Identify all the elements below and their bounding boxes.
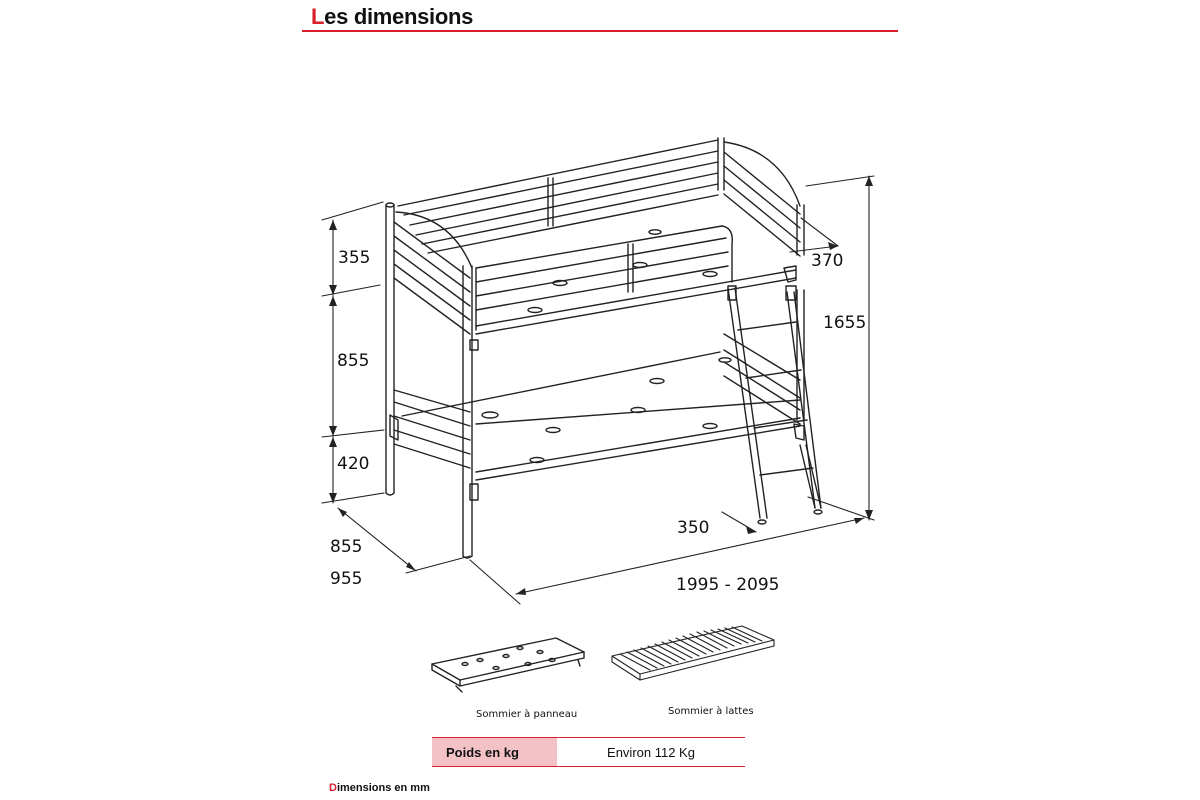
panel-base-illustration: [432, 638, 584, 692]
dim-width-b: 955: [330, 569, 363, 589]
weight-label: Poids en kg: [432, 738, 557, 766]
units-note: Dimensions en mm: [329, 782, 430, 794]
title-first-letter: L: [311, 4, 325, 29]
upper-front-guard: [476, 226, 732, 330]
weight-table: [432, 737, 745, 767]
bed-posts: [386, 138, 821, 558]
dim-ladder-depth: 350: [677, 518, 710, 538]
slatted-base-illustration: [612, 626, 774, 680]
dim-upper-guard-height: 355: [338, 248, 371, 268]
dim-width-a: 855: [330, 537, 363, 557]
dimension-arrows: [329, 176, 873, 595]
title-rest: es dimensions: [324, 4, 474, 29]
panel-base-caption: Sommier à panneau: [476, 709, 578, 720]
dim-lower-bed-height: 420: [337, 454, 370, 474]
dim-total-height: 1655: [823, 313, 867, 333]
dim-between-beds-height: 855: [337, 351, 370, 371]
upper-head-end-right: [724, 142, 800, 256]
dim-length: 1995 - 2095: [676, 575, 780, 595]
upper-bed-back-rail: [398, 140, 718, 253]
lower-head-end-right: [724, 334, 800, 424]
upper-head-end-left: [394, 212, 472, 334]
slatted-base-caption: Sommier à lattes: [668, 706, 754, 717]
weight-value: Environ 112 Kg: [607, 744, 695, 760]
dimension-lines: [322, 176, 874, 604]
lower-head-end-left: [390, 390, 470, 468]
dim-guard-gap: 370: [811, 251, 844, 271]
ladder: [728, 286, 822, 524]
